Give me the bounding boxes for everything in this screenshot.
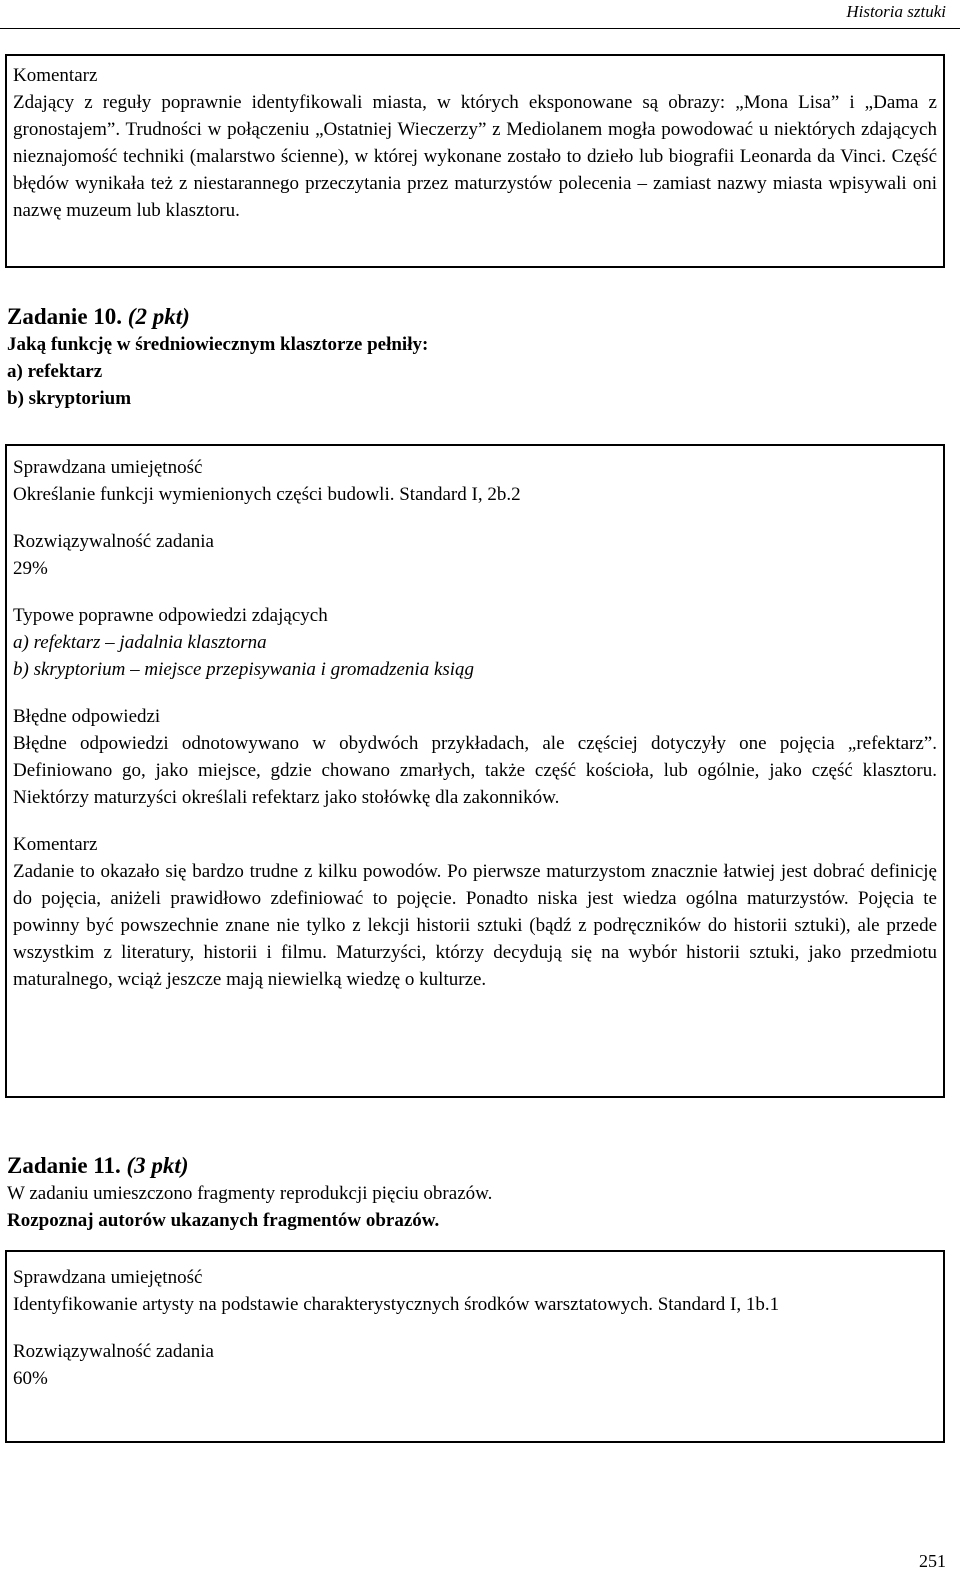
komentarz-text: Zdający z reguły poprawnie identyfikowali miasta, w których eksponowane są obrazy: „Mona Lisa” i „Dama z gronostajem”. Trudności w połączeniu „Ostatniej Wieczerzy” z Mediolanem mogła powodować u niektórych zdających nieznajomość techniki (malarstwo ścienne), w której wykonane zostało to dzieło lub biografii Leonarda da Vinci. Część błędów wynikała też z niestarannego przeczytania przez maturzystów polecenia – zamiast nazwy miasta wpisywali oni nazwę muzeum lub klasztoru. [13, 92, 937, 221]
solvability-value: 29% [13, 558, 48, 579]
typical-label: Typowe poprawne odpowiedzi zdających [13, 605, 328, 626]
komentarz-label: Komentarz [13, 65, 98, 86]
komentarz-label: Komentarz [13, 834, 98, 855]
typical-answers-section [13, 602, 937, 683]
task-11-title: Zadanie 11. [7, 1153, 121, 1178]
skill-text: Określanie funkcji wymienionych części budowli. Standard I, 2b.2 [13, 484, 521, 505]
page-number: 251 [919, 1551, 946, 1571]
skill-section [13, 454, 937, 508]
comment-section [13, 831, 937, 993]
komentarz-text: Zadanie to okazało się bardzo trudne z kilku powodów. Po pierwsze maturzystom znacznie łatwiej jest dobrać definicję do pojęcia, aniżeli prawidłowo zdefiniować to pojęcie. Ponadto niska jest wiedza ogólna maturzystów. Pojęcia te powinny być powszechnie znane nie tylko z lekcji historii sztuki (bądź z podręczników do historii sztuki), ale przede wszystkim z literatury, historii i filmu. Maturzyści, którzy decydują się na wybór historii sztuki, jako przedmiotu maturalnego, wciąż jeszcze mają niewielką wiedzę o kulturze. [13, 861, 937, 990]
skill-label: Sprawdzana umiejętność [13, 457, 203, 478]
task-10-heading [7, 302, 937, 331]
solvability-value: 60% [13, 1368, 48, 1389]
solvability-label: Rozwiązywalność zadania [13, 1341, 214, 1362]
skill-text: Identyfikowanie artysty na podstawie charakterystycznych środków warsztatowych. Standard I, 1b.1 [13, 1294, 780, 1315]
header-rule [0, 28, 960, 29]
skill-label: Sprawdzana umiejętność [13, 1267, 203, 1288]
task-10-title: Zadanie 10. [7, 304, 123, 329]
wrong-label: Błędne odpowiedzi [13, 706, 161, 727]
skill-section [13, 1264, 937, 1318]
solvability-section [13, 528, 937, 582]
typical-answer-b: b) skryptorium – miejsce przepisywania i gromadzenia ksiąg [13, 659, 475, 680]
answer-box-task10 [5, 444, 945, 1098]
comment-box-task9 [5, 54, 945, 268]
task-10-item-a: a) refektarz [7, 361, 103, 382]
solvability-label: Rozwiązywalność zadania [13, 531, 214, 552]
task-10-question: Jaką funkcję w średniowiecznym klasztorze pełniły: [7, 334, 429, 355]
typical-answer-a: a) refektarz – jadalnia klasztorna [13, 632, 267, 653]
task-11 [7, 1151, 937, 1234]
wrong-answers-section [13, 703, 937, 811]
wrong-text: Błędne odpowiedzi odnotowywano w obydwóch przykładach, ale częściej dotyczyły one pojęcia „refektarz”. Definiowano go, jako miejsce, gdzie chowano zmarłych, także część kościoła, lub ogólnie, jako część klasztoru. Niektórzy maturzyści określali refektarz jako stołówkę dla zakonników. [13, 733, 937, 808]
task-11-instruction: Rozpoznaj autorów ukazanych fragmentów obrazów. [7, 1210, 440, 1231]
running-header: Historia sztuki [846, 2, 946, 21]
task-10 [7, 302, 937, 412]
task-10-points: (2 pkt) [127, 304, 190, 329]
task-11-intro: W zadaniu umieszczono fragmenty reprodukcji pięciu obrazów. [7, 1183, 493, 1204]
task-11-heading [7, 1151, 937, 1180]
solvability-section [13, 1338, 937, 1392]
task-11-points: (3 pkt) [126, 1153, 189, 1178]
answer-box-task11 [5, 1250, 945, 1443]
task-10-item-b: b) skryptorium [7, 388, 132, 409]
